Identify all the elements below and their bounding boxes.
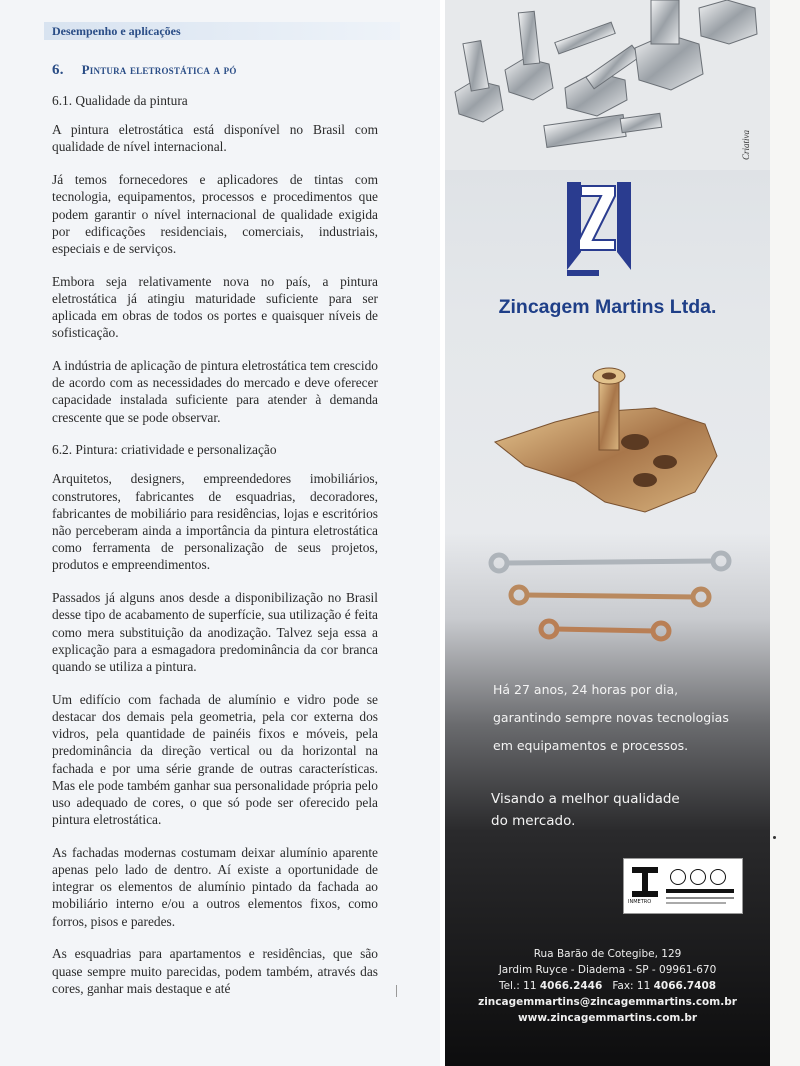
paragraph: As esquadrias para apartamentos e residências, que são quase sempre muito parecidas, podem também, através das cores, ganhar mais destaque e até (52, 946, 378, 996)
section-heading (52, 62, 237, 79)
cert-fine-print (666, 902, 726, 904)
company-name: Zincagem Martins Ltda. (498, 296, 717, 318)
subsection-heading-1: 6.1. Qualidade da pintura (52, 93, 188, 108)
slogan-line: garantindo sempre novas tecnologias (493, 710, 729, 725)
certification-seal (670, 869, 686, 885)
bronze-part-photo (485, 362, 725, 522)
advertisement (445, 0, 770, 1066)
address: Rua Barão de Cotegibe, 129 (533, 948, 682, 960)
paragraph: Embora seja relativamente nova no país, a pintura eletrostática já atingiu maturidade suficiente para ser aplicada em obras de todos os portes e quaisquer níveis de sofisticação. (52, 273, 378, 341)
slogan-line: em equipamentos e processos. (493, 738, 689, 753)
rods-photo (485, 545, 735, 645)
agency-credit: Criativa (741, 129, 751, 160)
paragraph: Um edifício com fachada de alumínio e vidro pode se destacar dos demais pela geometria, pela cor externa dos vidros, pela quantidade de painéis fixos e móveis, pela predominância da direção vertical ou da horizontal na fachada e por uma série grande de outras características. Mas ele pode também ganhar sua personalidade própria pelo uso adequado de cores, o que só pode ser oferecido pela pintura eletrostática. (52, 691, 378, 828)
body-text (52, 92, 378, 1012)
speck (773, 836, 776, 839)
zincagem-logo (563, 178, 635, 278)
section-number: 6. (52, 62, 64, 78)
inmetro-logo (632, 867, 658, 897)
email-link[interactable]: zincagemmartins@zincagemmartins.com.br (478, 996, 737, 1008)
subsection-heading-2: 6.2. Pintura: criatividade e personalização (52, 442, 277, 458)
phone-prefix: Tel.: 11 (498, 980, 540, 992)
fax-prefix: Fax: 11 (612, 980, 654, 992)
paragraph: Já temos fornecedores e aplicadores de tintas com tecnologia, equipamentos, processos e procedimentos que podem garantir o nível internacional de qualidade exigida por edificações residenciais, comerciais, industriais, especiais e de serviços. (52, 172, 378, 256)
cert-bar (666, 889, 734, 893)
slogan-line: Há 27 anos, 24 horas por dia, (493, 682, 679, 697)
contact-info (445, 946, 770, 1026)
bolts-photo (445, 0, 770, 170)
certification-seal (690, 869, 706, 885)
tagline-line: do mercado. (491, 813, 576, 829)
website-link[interactable]: www.zincagemmartins.com.br (517, 1012, 698, 1024)
certification-seal (710, 869, 726, 885)
city-line: Jardim Ruyce - Diadema - SP - 09961-670 (498, 964, 717, 976)
certification-box (623, 858, 743, 914)
running-header: Desempenho e aplicações (52, 24, 181, 38)
paragraph: Arquitetos, designers, empreendedores imobiliários, construtores, fabricantes de esquadrias, decoradores, fabricantes de mobiliário para residências, lojas e escritórios não perceberam ainda a importância da pintura eletrostática como ferramenta de personalização de seus projetos, produtos e empreendimentos. (52, 471, 378, 573)
inmetro-label: INMETRO (628, 899, 652, 905)
page-margin (770, 0, 800, 1066)
cert-fine-print (666, 897, 734, 899)
fax-number: 4066.7408 (653, 980, 717, 992)
column-rule (396, 985, 397, 997)
paragraph: As fachadas modernas costumam deixar alumínio aparente apenas pelo lado de dentro. Aí existe a oportunidade de integrar os elementos de alumínio pintado da fachada ao mobiliário interno e/ou a outros elementos fixos, como forros, pisos e paredes. (52, 844, 378, 929)
tagline-line: Visando a melhor qualidade (491, 791, 680, 807)
slogan (493, 676, 763, 760)
paragraph: Passados já alguns anos desde a disponibilização no Brasil desse tipo de acabamento de superfície, sua utilização é feita como mera substituição da anodização. Talvez seja essa a explicação para a esmagadora predominância da cor branca quando se utiliza a pintura. (52, 590, 378, 674)
paragraph: A indústria de aplicação de pintura eletrostática tem crescido de acordo com as necessidades do mercado e deve oferecer capacidade instalada suficiente para atender à demanda crescente que se pode observar. (52, 357, 378, 425)
section-title: Pintura eletrostática a pó (81, 62, 237, 77)
paragraph: A pintura eletrostática está disponível no Brasil com qualidade de nível internacional. (52, 122, 378, 155)
phone-number: 4066.2446 (539, 980, 603, 992)
quality-tagline (491, 788, 761, 832)
phone-line (445, 978, 770, 994)
